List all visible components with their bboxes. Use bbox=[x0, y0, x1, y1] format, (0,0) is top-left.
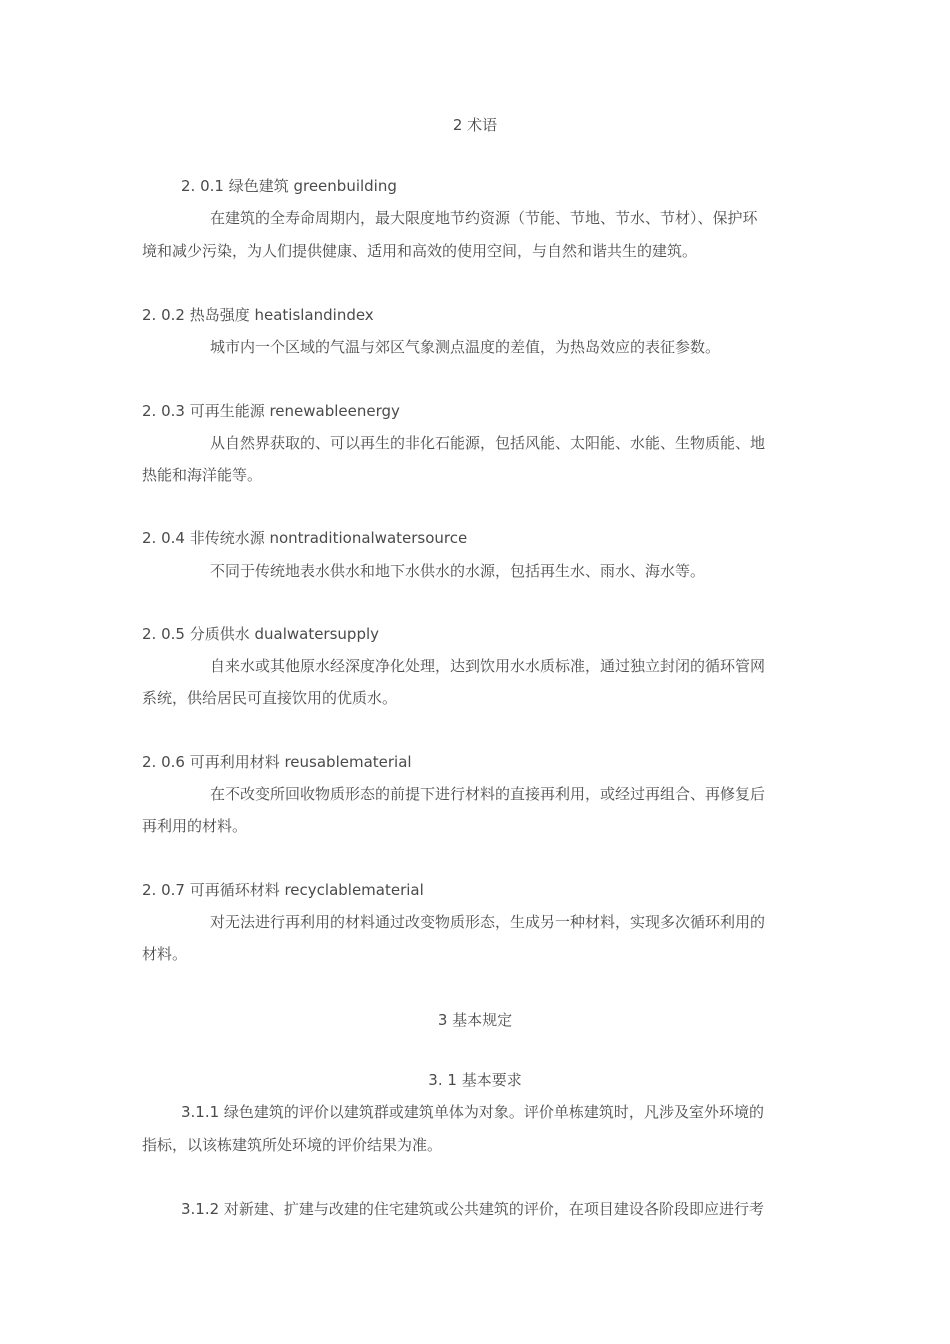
term-heading: 2. 0.5 分质供水 dualwatersupply bbox=[142, 625, 380, 643]
term-definition-line: 系统，供给居民可直接饮用的优质水。 bbox=[142, 689, 398, 707]
term-definition-line: 境和减少污染，为人们提供健康、适用和高效的使用空间，与自然和谐共生的建筑。 bbox=[142, 242, 698, 260]
clause-line: 3.1.2 对新建、扩建与改建的住宅建筑或公共建筑的评价，在项目建设各阶段即应进行考 bbox=[181, 1200, 764, 1218]
clause-line: 指标，以该栋建筑所处环境的评价结果为准。 bbox=[142, 1136, 443, 1154]
term-definition-line: 再利用的材料。 bbox=[142, 817, 248, 835]
chapter-3-title: 3 基本规定 bbox=[437, 1011, 513, 1029]
term-definition-line: 从自然界获取的、可以再生的非化石能源，包括风能、太阳能、水能、生物质能、地 bbox=[210, 434, 766, 452]
term-definition-line: 材料。 bbox=[142, 945, 188, 963]
term-definition-line: 不同于传统地表水供水和地下水供水的水源，包括再生水、雨水、海水等。 bbox=[210, 562, 706, 580]
clause-line: 3.1.1 绿色建筑的评价以建筑群或建筑单体为对象。评价单栋建筑时，凡涉及室外环境的 bbox=[181, 1103, 764, 1121]
section-3-1-title: 3. 1 基本要求 bbox=[428, 1071, 522, 1089]
term-definition-line: 城市内一个区域的气温与郊区气象测点温度的差值，为热岛效应的表征参数。 bbox=[210, 338, 721, 356]
term-heading: 2. 0.3 可再生能源 renewableenergy bbox=[142, 402, 400, 420]
chapter-2-title: 2 术语 bbox=[452, 116, 498, 134]
term-definition-line: 对无法进行再利用的材料通过改变物质形态，生成另一种材料，实现多次循环利用的 bbox=[210, 913, 766, 931]
term-definition-line: 在不改变所回收物质形态的前提下进行材料的直接再利用，或经过再组合、再修复后 bbox=[210, 785, 766, 803]
term-definition-line: 自来水或其他原水经深度净化处理，达到饮用水水质标准，通过独立封闭的循环管网 bbox=[210, 657, 766, 675]
term-definition-line: 在建筑的全寿命周期内，最大限度地节约资源（节能、节地、节水、节材）、保护环 bbox=[210, 209, 758, 227]
term-definition-line: 热能和海洋能等。 bbox=[142, 466, 263, 484]
term-heading: 2. 0.2 热岛强度 heatislandindex bbox=[142, 306, 374, 324]
term-heading: 2. 0.7 可再循环材料 recyclablematerial bbox=[142, 881, 424, 899]
term-heading: 2. 0.1 绿色建筑 greenbuilding bbox=[181, 177, 397, 195]
term-heading: 2. 0.6 可再利用材料 reusablematerial bbox=[142, 753, 412, 771]
term-heading: 2. 0.4 非传统水源 nontraditionalwatersource bbox=[142, 529, 468, 547]
